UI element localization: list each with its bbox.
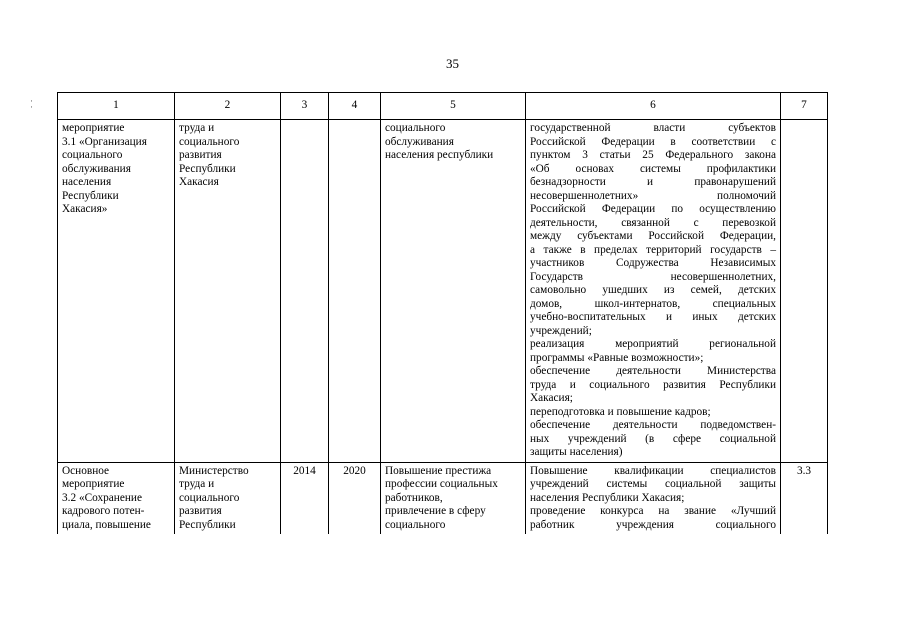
cell-line: профессии социальных bbox=[385, 478, 498, 490]
cell-line: населения Республики Хакасия; bbox=[530, 491, 685, 504]
cell-line: Повышение квалификации специалистов bbox=[530, 464, 776, 477]
cell-line: Хакасия bbox=[179, 176, 219, 188]
cell-line: 3.2 «Сохранение bbox=[62, 491, 142, 504]
cell-line: Российской Федерации в соответствии с bbox=[530, 135, 776, 148]
cell-line: 3.1 «Организация bbox=[62, 135, 147, 148]
cell-line: проведение конкурса на звание «Лучший bbox=[530, 505, 776, 517]
cell-line: привлечение в сферу bbox=[385, 505, 486, 517]
cell-line: пунктом 3 статьи 25 Федерального закона bbox=[530, 149, 776, 161]
indicator-cell: 3.3 bbox=[781, 462, 828, 534]
cell-line: Республики bbox=[179, 518, 236, 531]
page-number: 35 bbox=[446, 56, 459, 71]
cell-line: Республики bbox=[179, 162, 236, 175]
cell-line: самовольно ушедших из семей, детских bbox=[530, 284, 776, 296]
cell-line: обеспечение деятельности подведомствен- bbox=[530, 419, 776, 431]
executor-cell bbox=[175, 120, 281, 463]
description-cell bbox=[526, 462, 781, 534]
result-cell bbox=[381, 462, 526, 534]
header-cell: 4 bbox=[329, 93, 381, 120]
cell-line: мероприятие bbox=[62, 478, 125, 490]
cell-line: социального bbox=[179, 135, 240, 148]
cell-line: учреждений; bbox=[530, 324, 592, 337]
cell-line: а также в пределах территорий государств – bbox=[530, 243, 776, 256]
cell-line: Министерство bbox=[179, 464, 249, 477]
cell-line: государственной власти субъектов bbox=[530, 122, 776, 134]
cell-line: учебно-воспитательных и иных детских bbox=[530, 311, 776, 323]
cell-line: участников Содружества Независимых bbox=[530, 257, 776, 269]
end-year-cell bbox=[329, 120, 381, 463]
cell-line: кадрового потен- bbox=[62, 505, 145, 517]
end-year-cell: 2020 bbox=[329, 462, 381, 534]
cell-line: несовершеннолетних» полномочий bbox=[530, 189, 776, 202]
indicator-cell bbox=[781, 120, 828, 463]
start-year-cell bbox=[281, 120, 329, 463]
cell-line: труда и bbox=[179, 478, 215, 490]
cell-line: учреждений системы социальной защиты bbox=[530, 478, 776, 490]
program-table bbox=[57, 92, 828, 534]
cell-line: социального bbox=[179, 491, 240, 504]
header-cell: 6 bbox=[526, 93, 781, 120]
description-cell bbox=[526, 120, 781, 463]
cell-line: защиты населения) bbox=[530, 446, 623, 458]
cell-line: реализация мероприятий региональной bbox=[530, 338, 776, 350]
cell-line: Государств несовершеннолетних, bbox=[530, 270, 776, 283]
cell-line: Хакасия; bbox=[530, 392, 573, 404]
cell-line: труда и bbox=[179, 122, 215, 134]
cell-line: безнадзорности и правонарушений bbox=[530, 176, 776, 188]
cell-line: развития bbox=[179, 505, 222, 517]
cell-line: между субъектами Российской Федерации, bbox=[530, 230, 776, 242]
cell-line: мероприятие bbox=[62, 122, 125, 134]
cell-line: Российской Федерации по осуществлению bbox=[530, 203, 776, 215]
header-row bbox=[58, 93, 828, 120]
cell-line: переподготовка и повышение кадров; bbox=[530, 405, 711, 418]
executor-cell bbox=[175, 462, 281, 534]
event-name-cell bbox=[58, 120, 175, 463]
cell-line: труда и социального развития Республики bbox=[530, 378, 776, 391]
cell-line: обслуживания bbox=[385, 135, 454, 148]
cell-line: ных учреждений (в сфере социальной bbox=[530, 432, 776, 445]
table-row bbox=[58, 120, 828, 463]
header-cell: 3 bbox=[281, 93, 329, 120]
cell-line: «Об основах системы профилактики bbox=[530, 162, 776, 175]
cell-line: циала, повышение bbox=[62, 518, 151, 531]
header-cell: 5 bbox=[381, 93, 526, 120]
cell-line: Повышение престижа bbox=[385, 464, 492, 477]
cell-line: программы «Равные возможности»; bbox=[530, 351, 704, 364]
cell-line: Хакасия» bbox=[62, 203, 108, 215]
cell-line: населения bbox=[62, 176, 112, 188]
event-name-cell bbox=[58, 462, 175, 534]
cell-line: развития bbox=[179, 149, 222, 161]
result-cell bbox=[381, 120, 526, 463]
start-year-cell: 2014 bbox=[281, 462, 329, 534]
cell-line: домов, школ-интернатов, специальных bbox=[530, 297, 776, 310]
cell-line: социального bbox=[62, 149, 123, 161]
cell-line: работник учреждения социального bbox=[530, 518, 776, 531]
cell-line: населения республики bbox=[385, 149, 494, 161]
scan-artifact: · · bbox=[30, 96, 33, 112]
header-cell: 2 bbox=[175, 93, 281, 120]
cell-line: социального bbox=[385, 518, 446, 531]
header-cell: 1 bbox=[58, 93, 175, 120]
cell-line: Основное bbox=[62, 464, 110, 477]
cell-line: работников, bbox=[385, 491, 443, 504]
cell-line: обслуживания bbox=[62, 162, 131, 175]
cell-line: деятельности, связанной с перевозкой bbox=[530, 216, 776, 229]
table-row bbox=[58, 462, 828, 534]
header-cell: 7 bbox=[781, 93, 828, 120]
cell-line: социального bbox=[385, 122, 446, 134]
cell-line: обеспечение деятельности Министерства bbox=[530, 365, 776, 377]
cell-line: Республики bbox=[62, 189, 119, 202]
